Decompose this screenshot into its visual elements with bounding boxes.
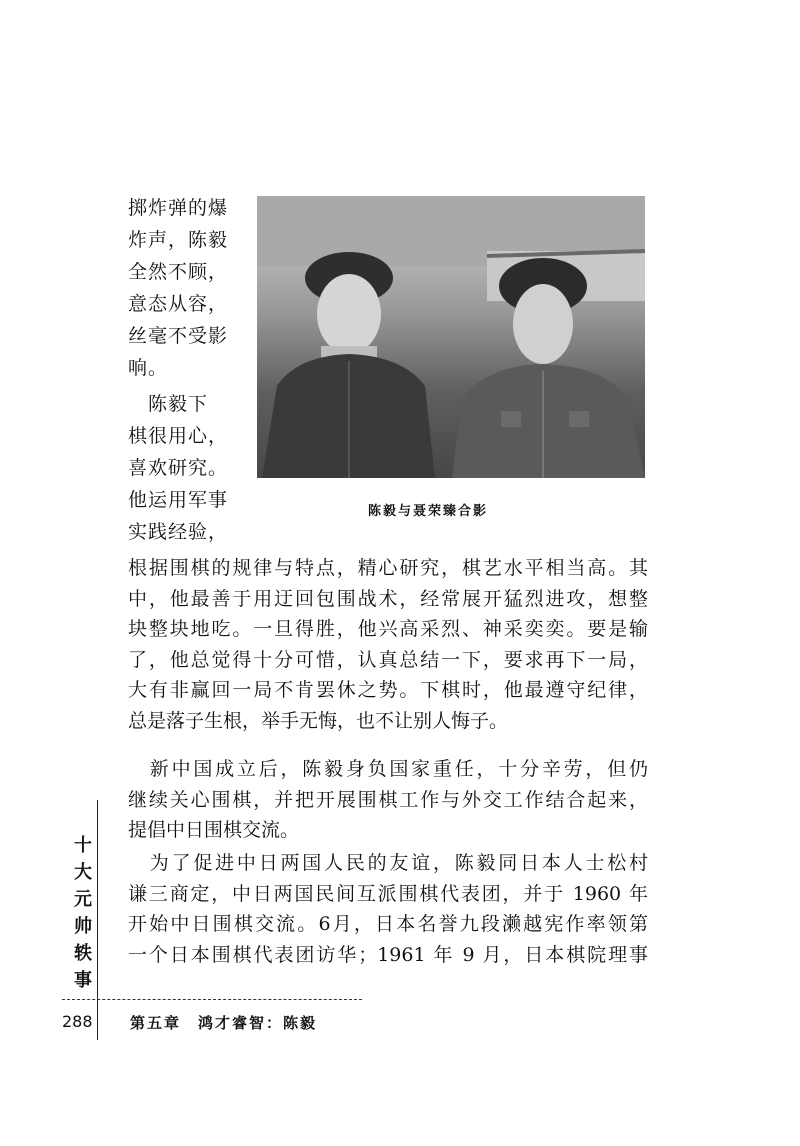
- wrap-line: 他运用军事: [128, 489, 229, 511]
- text-line: 大有非赢回一局不肯罢休之势。下棋时，他最遵守纪律，: [128, 679, 648, 701]
- text-line: 谦三商定，中日两国民间互派围棋代表团，并于 1960 年: [128, 882, 648, 905]
- side-title-char: 元: [74, 889, 92, 910]
- wrap-line: 炸声，陈毅: [128, 229, 229, 251]
- text-line: 总是落子生根，举手无悔，也不让别人悔子。: [128, 709, 509, 732]
- text-line: 了，他总觉得十分可惜，认真总结一下，要求再下一局，: [128, 648, 648, 671]
- text-line: 为了促进中日两国人民的友谊，陈毅同日本人士松村: [128, 852, 648, 874]
- wrap-line: 响。: [128, 357, 169, 379]
- side-title: [70, 832, 96, 994]
- text-line: 提倡中日围棋交流。: [128, 819, 300, 841]
- photo-two-men-icon: [257, 196, 645, 478]
- side-title-char: 大: [74, 862, 92, 883]
- photo: [257, 196, 645, 478]
- side-title-char: 帅: [74, 916, 92, 937]
- wrap-line: 棋很用心，: [128, 425, 229, 447]
- page-number: 288: [62, 1012, 93, 1031]
- text-line: 中，他最善于用迂回包围战术，经常展开猛烈进攻，想整: [128, 587, 648, 610]
- wrap-line: 意态从容，: [128, 293, 229, 315]
- text-line: 新中国成立后，陈毅身负国家重任，十分辛劳，但仍: [128, 758, 648, 780]
- wrap-line: 实践经验，: [128, 521, 229, 543]
- footer-rule: [62, 999, 362, 1000]
- wrap-line: 喜欢研究。: [128, 457, 229, 479]
- wrap-line: 全然不顾，: [128, 261, 229, 283]
- side-rule: [97, 800, 98, 1040]
- text-line: 开始中日围棋交流。6月，日本名誉九段濑越宪作率领第: [128, 913, 648, 935]
- paragraph: [128, 848, 648, 970]
- side-title-char: 事: [74, 970, 92, 991]
- text-line: 块整块地吃。一旦得胜，他兴高采烈、神采奕奕。要是输: [128, 618, 648, 640]
- paragraph: [128, 553, 648, 736]
- wrap-line: 掷炸弹的爆: [128, 197, 229, 219]
- paragraph: [128, 754, 648, 846]
- text-line: 一个日本围棋代表团访华；1961 年 9 月，日本棋院理事: [128, 943, 648, 966]
- text-line: 根据围棋的规律与特点，精心研究，棋艺水平相当高。其: [128, 557, 648, 579]
- running-head: 第五章 鸿才睿智：陈毅: [130, 1014, 318, 1032]
- photo-caption: 陈毅与聂荣臻合影: [368, 504, 489, 519]
- side-title-char: 轶: [74, 943, 92, 964]
- wrap-line: 丝毫不受影: [128, 325, 229, 347]
- wrap-line: 陈毅下: [128, 393, 209, 415]
- side-title-char: 十: [74, 835, 92, 856]
- text-line: 继续关心围棋，并把开展围棋工作与外交工作结合起来，: [128, 788, 648, 811]
